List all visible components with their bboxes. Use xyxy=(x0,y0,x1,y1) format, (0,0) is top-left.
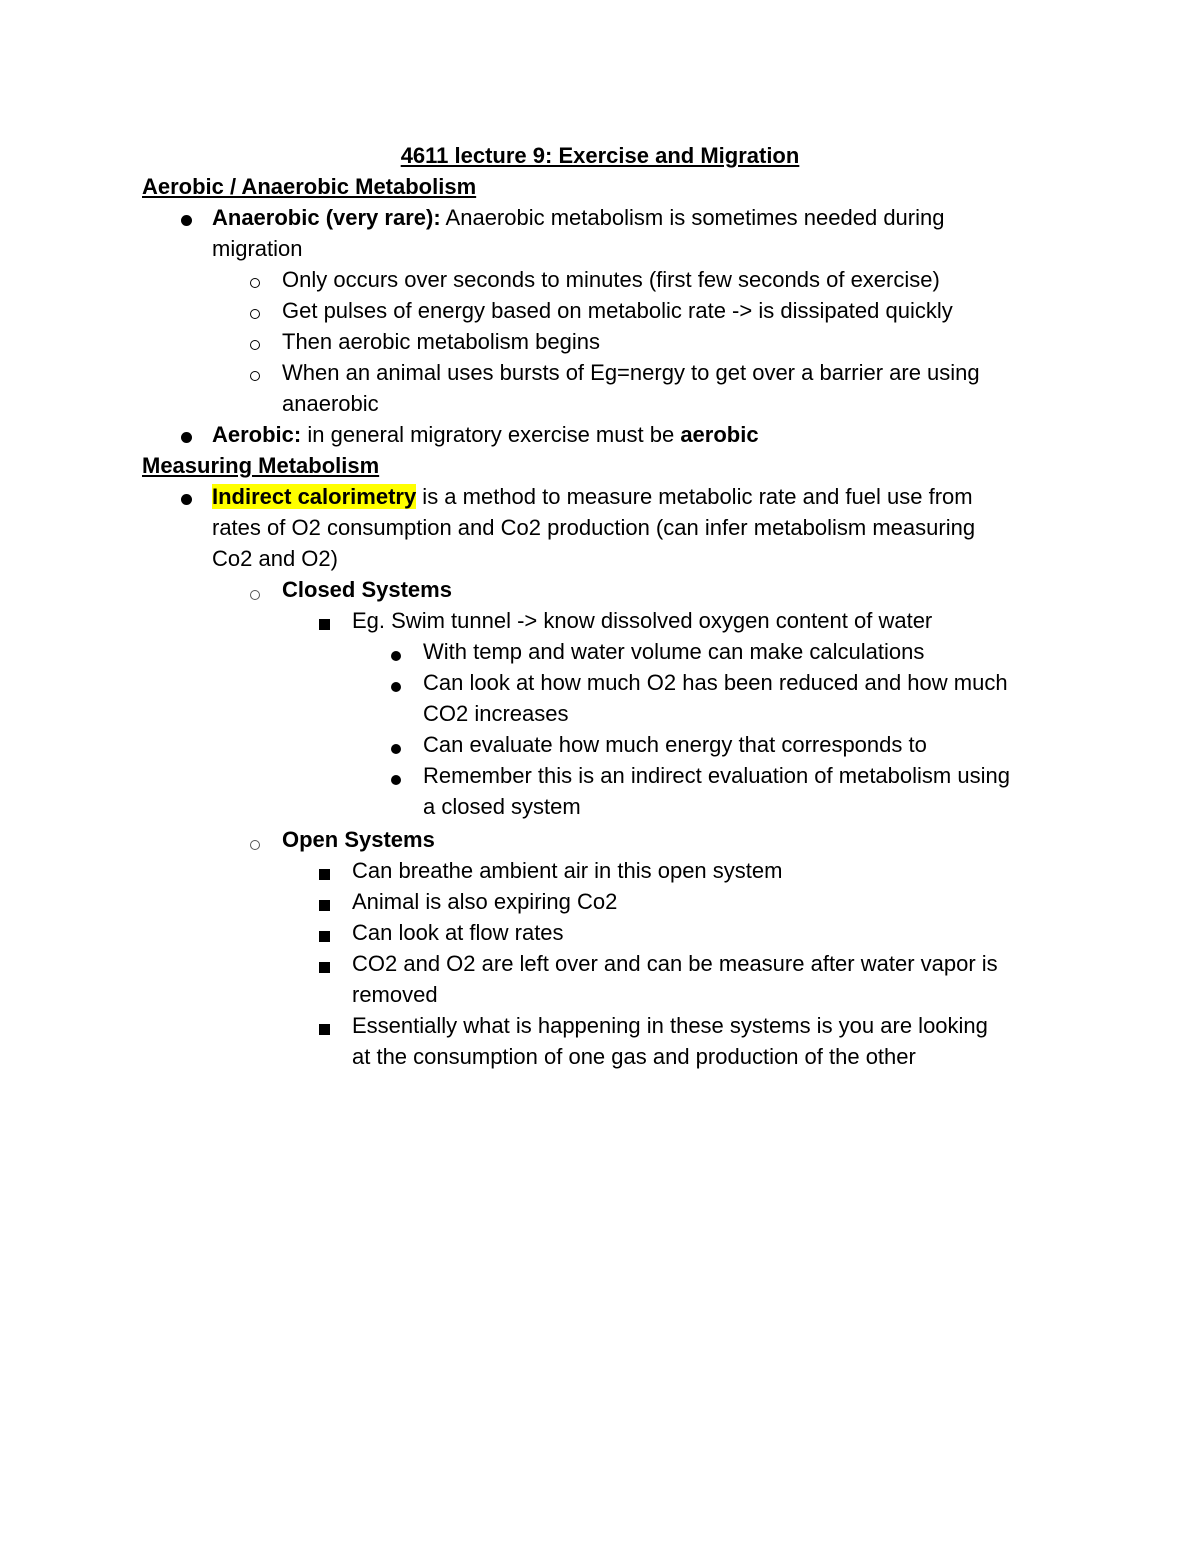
bullet-circle-icon xyxy=(250,368,260,386)
indirect-calorimetry-highlight: Indirect calorimetry xyxy=(212,484,417,509)
anaerobic-text-continued: migration xyxy=(212,236,303,261)
indirect-calorimetry-item xyxy=(212,481,973,512)
aerobic-emphasis: aerobic xyxy=(680,422,759,447)
open-systems-point: CO2 and O2 are left over and can be measure after water vapor is xyxy=(352,951,998,976)
bullet-square-icon xyxy=(319,960,330,978)
open-systems-point: Animal is also expiring Co2 xyxy=(352,889,618,914)
bullet-square-icon xyxy=(319,867,330,885)
bullet-circle-icon xyxy=(250,587,260,605)
open-systems-point: Can breathe ambient air in this open system xyxy=(352,858,783,883)
anaerobic-sub-item: Only occurs over seconds to minutes (first few seconds of exercise) xyxy=(282,267,940,292)
closed-systems-point: With temp and water volume can make calculations xyxy=(423,639,925,664)
bullet-dot-icon xyxy=(391,741,401,759)
closed-systems-point: Can evaluate how much energy that corresponds to xyxy=(423,732,927,757)
bullet-circle-icon xyxy=(250,306,260,324)
anaerobic-sub-item: When an animal uses bursts of Eg=nergy to get over a barrier are using xyxy=(282,360,980,385)
bullet-dot-icon xyxy=(181,213,192,231)
open-systems-point: Can look at flow rates xyxy=(352,920,564,945)
closed-systems-label: Closed Systems xyxy=(282,577,452,602)
closed-systems-point-continued: a closed system xyxy=(423,794,581,819)
anaerobic-item xyxy=(212,202,944,233)
page-title: 4611 lecture 9: Exercise and Migration xyxy=(400,143,800,168)
indirect-calorimetry-text-continued: rates of O2 consumption and Co2 production (can infer metabolism measuring xyxy=(212,515,976,540)
indirect-calorimetry-text-continued: Co2 and O2) xyxy=(212,546,338,571)
anaerobic-sub-item: Then aerobic metabolism begins xyxy=(282,329,600,354)
open-systems-point-continued: at the consumption of one gas and production of the other xyxy=(352,1044,916,1069)
aerobic-item xyxy=(212,419,759,450)
bullet-dot-icon xyxy=(391,772,401,790)
bullet-circle-icon xyxy=(250,275,260,293)
closed-systems-example: Eg. Swim tunnel -> know dissolved oxygen content of water xyxy=(352,608,933,633)
anaerobic-text: Anaerobic metabolism is sometimes needed during xyxy=(440,205,945,230)
open-systems-point-continued: removed xyxy=(352,982,438,1007)
section-heading-aerobic-anaerobic: Aerobic / Anaerobic Metabolism xyxy=(142,174,477,199)
bullet-dot-icon xyxy=(391,679,401,697)
bullet-circle-icon xyxy=(250,837,260,855)
bullet-square-icon xyxy=(319,898,330,916)
open-systems-point: Essentially what is happening in these systems is you are looking xyxy=(352,1013,988,1038)
open-systems-label: Open Systems xyxy=(282,827,435,852)
bullet-dot-icon xyxy=(181,492,192,510)
anaerobic-label: Anaerobic (very rare): xyxy=(212,205,441,230)
bullet-square-icon xyxy=(319,929,330,947)
anaerobic-sub-item-continued: anaerobic xyxy=(282,391,379,416)
closed-systems-point: Remember this is an indirect evaluation of metabolism using xyxy=(423,763,1010,788)
bullet-dot-icon xyxy=(391,648,401,666)
bullet-square-icon xyxy=(319,617,330,635)
closed-systems-point-continued: CO2 increases xyxy=(423,701,569,726)
bullet-circle-icon xyxy=(250,337,260,355)
section-heading-measuring-metabolism: Measuring Metabolism xyxy=(142,453,380,478)
anaerobic-sub-item: Get pulses of energy based on metabolic rate -> is dissipated quickly xyxy=(282,298,953,323)
closed-systems-point: Can look at how much O2 has been reduced and how much xyxy=(423,670,1008,695)
aerobic-text: in general migratory exercise must be xyxy=(301,422,681,447)
bullet-square-icon xyxy=(319,1022,330,1040)
bullet-dot-icon xyxy=(181,430,192,448)
aerobic-label: Aerobic: xyxy=(212,422,302,447)
indirect-calorimetry-text: is a method to measure metabolic rate and fuel use from xyxy=(416,484,973,509)
